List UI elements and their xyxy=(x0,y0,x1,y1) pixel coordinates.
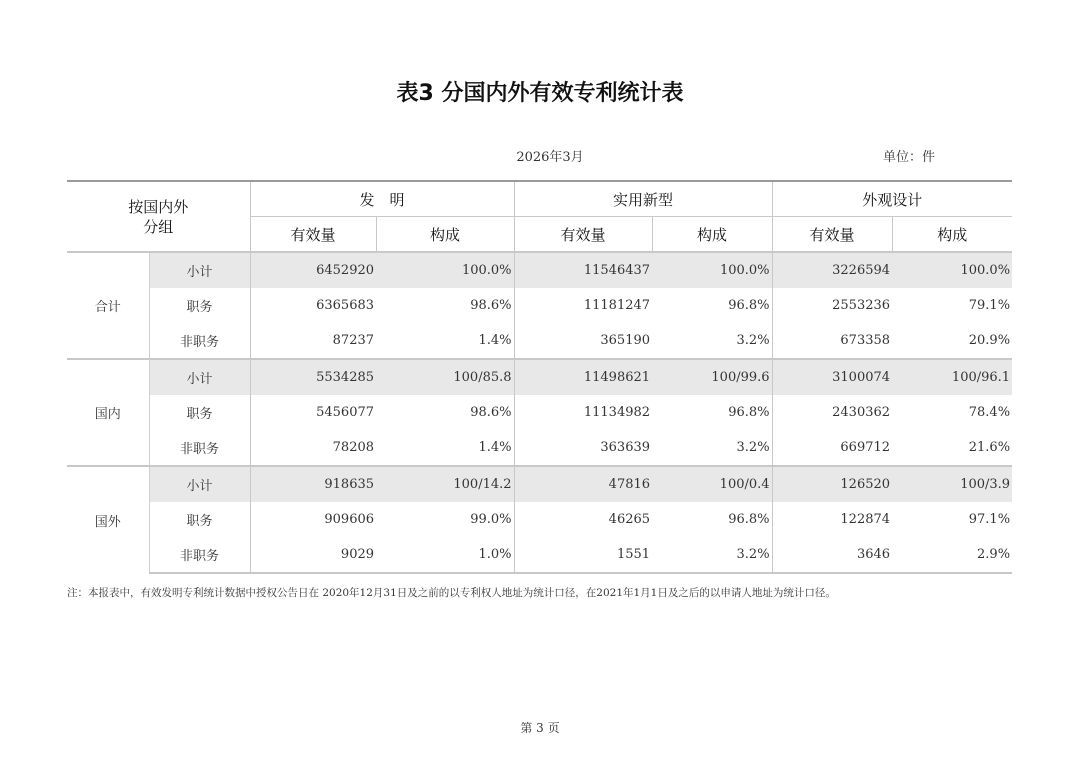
count-cell: 3646 xyxy=(772,537,892,573)
col-header-count: 有效量 xyxy=(772,217,892,253)
group-name-cell: 国内 xyxy=(67,359,149,466)
patent-statistics-table xyxy=(67,180,1012,574)
count-cell: 2430362 xyxy=(832,405,891,420)
unit-label: 单位：件 xyxy=(883,150,936,165)
share-cell: 100/96.1 xyxy=(892,359,1012,395)
share-cell: 3.2% xyxy=(652,323,772,359)
table-row xyxy=(67,466,1012,502)
share-cell: 3.2% xyxy=(652,537,772,573)
col-header-share: 构成 xyxy=(652,217,772,253)
count-cell: 47816 xyxy=(514,466,652,502)
count-cell: 9029 xyxy=(250,537,376,573)
count-cell: 2553236 xyxy=(832,298,891,313)
page-number: 第 3 页 xyxy=(520,721,560,735)
col-header-count: 有效量 xyxy=(514,217,652,253)
count-cell: 11498621 xyxy=(514,359,652,395)
row-label-cell: 小计 xyxy=(149,359,250,395)
row-label-cell: 非职务 xyxy=(149,323,250,359)
count-cell: 365190 xyxy=(600,333,651,348)
count-cell: 126520 xyxy=(772,466,892,502)
count-cell: 6452920 xyxy=(250,252,376,288)
row-label-cell: 职务 xyxy=(149,395,250,430)
table-body xyxy=(67,252,1012,573)
share-cell: 100/0.4 xyxy=(652,466,772,502)
share-cell: 100/14.2 xyxy=(376,466,514,502)
count-cell: 673358 xyxy=(840,333,891,348)
share-cell: 100/99.6 xyxy=(652,359,772,395)
count-cell: 78208 xyxy=(332,440,375,455)
count-cell: 122874 xyxy=(840,512,891,527)
section-header-design: 外观设计 xyxy=(772,181,1012,217)
report-date: 2026年3月 xyxy=(516,150,584,165)
count-cell: 909606 xyxy=(324,512,375,527)
share-cell: 98.6% xyxy=(376,395,514,430)
table-row xyxy=(67,395,1012,430)
row-label-cell: 职务 xyxy=(149,502,250,537)
count-cell: 11546437 xyxy=(514,252,652,288)
group-name-cell: 合计 xyxy=(67,252,149,359)
table-row xyxy=(67,288,1012,323)
row-label-cell: 小计 xyxy=(149,466,250,502)
share-cell: 100.0% xyxy=(652,252,772,288)
count-cell: 5534285 xyxy=(250,359,376,395)
row-label-cell: 非职务 xyxy=(149,430,250,466)
share-cell: 21.6% xyxy=(968,440,1011,455)
share-cell: 79.1% xyxy=(968,298,1011,313)
share-cell: 100/3.9 xyxy=(892,466,1012,502)
share-cell: 97.1% xyxy=(968,512,1011,527)
count-cell: 11181247 xyxy=(583,298,651,313)
footnote: 注：本报表中，有效发明专利统计数据中授权公告日在 2020年12月31日及之前的以专利权人地址为统计口径，在2021年1月1日及之后的以申请人地址为统计口径。 xyxy=(67,587,836,599)
group-name-cell: 国外 xyxy=(67,466,149,573)
share-cell: 100.0% xyxy=(892,252,1012,288)
share-cell: 20.9% xyxy=(968,333,1011,348)
share-cell: 96.8% xyxy=(652,395,772,430)
count-cell: 363639 xyxy=(600,440,651,455)
col-header-count: 有效量 xyxy=(250,217,376,253)
table-row xyxy=(67,359,1012,395)
count-cell: 3226594 xyxy=(772,252,892,288)
count-cell: 918635 xyxy=(250,466,376,502)
table-row xyxy=(67,323,1012,359)
share-cell: 2.9% xyxy=(892,537,1012,573)
page-title: 表3 分国内外有效专利统计表 xyxy=(396,81,684,106)
share-cell: 96.8% xyxy=(652,288,772,323)
count-cell: 3100074 xyxy=(772,359,892,395)
section-header-invention: 发 明 xyxy=(250,181,514,217)
count-cell: 5456077 xyxy=(316,405,375,420)
share-cell: 1.4% xyxy=(376,323,514,359)
count-cell: 669712 xyxy=(840,440,891,455)
count-cell: 1551 xyxy=(514,537,652,573)
count-cell: 87237 xyxy=(332,333,375,348)
share-cell: 1.4% xyxy=(376,430,514,466)
col-header-share: 构成 xyxy=(376,217,514,253)
table-row xyxy=(67,252,1012,288)
share-cell: 100.0% xyxy=(376,252,514,288)
count-cell: 11134982 xyxy=(583,405,651,420)
row-label-cell: 非职务 xyxy=(149,537,250,573)
share-cell: 100/85.8 xyxy=(376,359,514,395)
share-cell: 96.8% xyxy=(652,502,772,537)
share-cell: 98.6% xyxy=(376,288,514,323)
share-cell: 99.0% xyxy=(376,502,514,537)
col-header-share: 构成 xyxy=(937,225,968,244)
count-cell: 46265 xyxy=(608,512,651,527)
row-label-cell: 职务 xyxy=(149,288,250,323)
section-header-utility-model: 实用新型 xyxy=(514,181,772,217)
row-label-cell: 小计 xyxy=(149,252,250,288)
count-cell: 6365683 xyxy=(316,298,375,313)
share-cell: 3.2% xyxy=(652,430,772,466)
share-cell: 78.4% xyxy=(968,405,1011,420)
share-cell: 1.0% xyxy=(376,537,514,573)
table-row xyxy=(67,430,1012,466)
table-row xyxy=(67,502,1012,537)
table-row xyxy=(67,537,1012,573)
group-header: 按国内外 分组 xyxy=(67,181,250,252)
